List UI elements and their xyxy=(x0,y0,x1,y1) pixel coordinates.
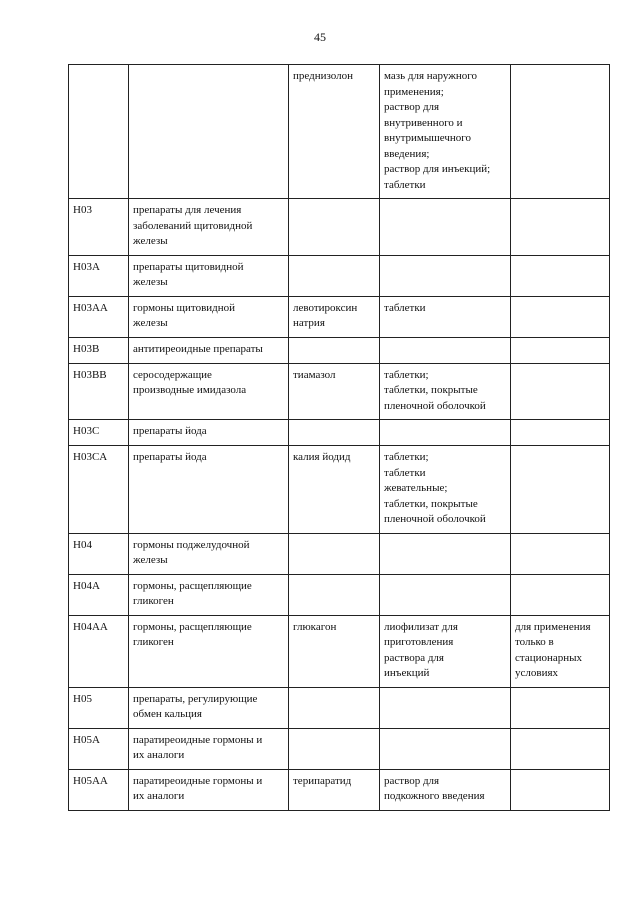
drug-name-cell: калия йодид xyxy=(289,446,380,534)
dosage-form-cell: мазь для наружного применения; раствор для внутривенного и внутримышечного введения; раствор для инъекций; таблетки xyxy=(380,65,511,199)
note-cell xyxy=(511,199,610,256)
table-row xyxy=(69,533,610,574)
dosage-form-cell: таблетки; таблетки, покрытые пленочной оболочкой xyxy=(380,363,511,420)
group-name-cell xyxy=(129,65,289,199)
table-row xyxy=(69,769,610,810)
note-cell xyxy=(511,446,610,534)
atc-code-cell: H03 xyxy=(69,199,129,256)
drug-name-cell: преднизолон xyxy=(289,65,380,199)
drug-name-cell xyxy=(289,687,380,728)
drug-name-cell xyxy=(289,533,380,574)
dosage-form-cell xyxy=(380,255,511,296)
note-cell xyxy=(511,769,610,810)
group-name-cell: серосодержащие производные имидазола xyxy=(129,363,289,420)
dosage-form-cell xyxy=(380,337,511,363)
note-cell xyxy=(511,255,610,296)
group-name-cell: антитиреоидные препараты xyxy=(129,337,289,363)
drug-name-cell: тиамазол xyxy=(289,363,380,420)
atc-code-cell: H04A xyxy=(69,574,129,615)
group-name-cell: препараты для лечения заболеваний щитовидной железы xyxy=(129,199,289,256)
note-cell xyxy=(511,337,610,363)
dosage-form-cell xyxy=(380,574,511,615)
group-name-cell: препараты щитовидной железы xyxy=(129,255,289,296)
atc-code-cell: H03A xyxy=(69,255,129,296)
table-row xyxy=(69,728,610,769)
atc-code-cell: H04 xyxy=(69,533,129,574)
table-row xyxy=(69,574,610,615)
dosage-form-cell: таблетки xyxy=(380,296,511,337)
table-row xyxy=(69,687,610,728)
group-name-cell: препараты, регулирующие обмен кальция xyxy=(129,687,289,728)
drug-name-cell: глюкагон xyxy=(289,615,380,687)
table-row xyxy=(69,337,610,363)
drug-name-cell xyxy=(289,420,380,446)
note-cell xyxy=(511,296,610,337)
table-row xyxy=(69,363,610,420)
table-row xyxy=(69,65,610,199)
note-cell xyxy=(511,533,610,574)
table-row xyxy=(69,255,610,296)
atc-code-cell: H03CA xyxy=(69,446,129,534)
group-name-cell: препараты йода xyxy=(129,420,289,446)
atc-code-cell: H05AA xyxy=(69,769,129,810)
atc-code-cell: H05A xyxy=(69,728,129,769)
note-cell: для применения только в стационарных условиях xyxy=(511,615,610,687)
atc-code-cell: H03B xyxy=(69,337,129,363)
note-cell xyxy=(511,574,610,615)
drug-name-cell xyxy=(289,337,380,363)
atc-code-cell xyxy=(69,65,129,199)
group-name-cell: препараты йода xyxy=(129,446,289,534)
atc-code-cell: H04AA xyxy=(69,615,129,687)
dosage-form-cell xyxy=(380,687,511,728)
atc-code-cell: H03AA xyxy=(69,296,129,337)
drug-name-cell xyxy=(289,728,380,769)
dosage-form-cell xyxy=(380,728,511,769)
table-row xyxy=(69,420,610,446)
atc-code-cell: H05 xyxy=(69,687,129,728)
group-name-cell: гормоны щитовидной железы xyxy=(129,296,289,337)
table-row xyxy=(69,615,610,687)
table-row xyxy=(69,296,610,337)
drug-name-cell xyxy=(289,199,380,256)
dosage-form-cell: лиофилизат для приготовления раствора для инъекций xyxy=(380,615,511,687)
note-cell xyxy=(511,728,610,769)
group-name-cell: гормоны, расщепляющие гликоген xyxy=(129,615,289,687)
dosage-form-cell: раствор для подкожного введения xyxy=(380,769,511,810)
group-name-cell: гормоны поджелудочной железы xyxy=(129,533,289,574)
dosage-form-cell xyxy=(380,533,511,574)
drug-name-cell: левотироксин натрия xyxy=(289,296,380,337)
note-cell xyxy=(511,687,610,728)
drug-table xyxy=(68,64,610,811)
group-name-cell: паратиреоидные гормоны и их аналоги xyxy=(129,728,289,769)
drug-name-cell xyxy=(289,574,380,615)
group-name-cell: гормоны, расщепляющие гликоген xyxy=(129,574,289,615)
drug-name-cell: терипаратид xyxy=(289,769,380,810)
table-row xyxy=(69,446,610,534)
note-cell xyxy=(511,363,610,420)
dosage-form-cell: таблетки; таблетки жевательные; таблетки, покрытые пленочной оболочкой xyxy=(380,446,511,534)
page-number: 45 xyxy=(314,30,326,44)
note-cell xyxy=(511,65,610,199)
group-name-cell: паратиреоидные гормоны и их аналоги xyxy=(129,769,289,810)
dosage-form-cell xyxy=(380,420,511,446)
atc-code-cell: H03C xyxy=(69,420,129,446)
dosage-form-cell xyxy=(380,199,511,256)
atc-code-cell: H03BB xyxy=(69,363,129,420)
drug-name-cell xyxy=(289,255,380,296)
table-row xyxy=(69,199,610,256)
note-cell xyxy=(511,420,610,446)
